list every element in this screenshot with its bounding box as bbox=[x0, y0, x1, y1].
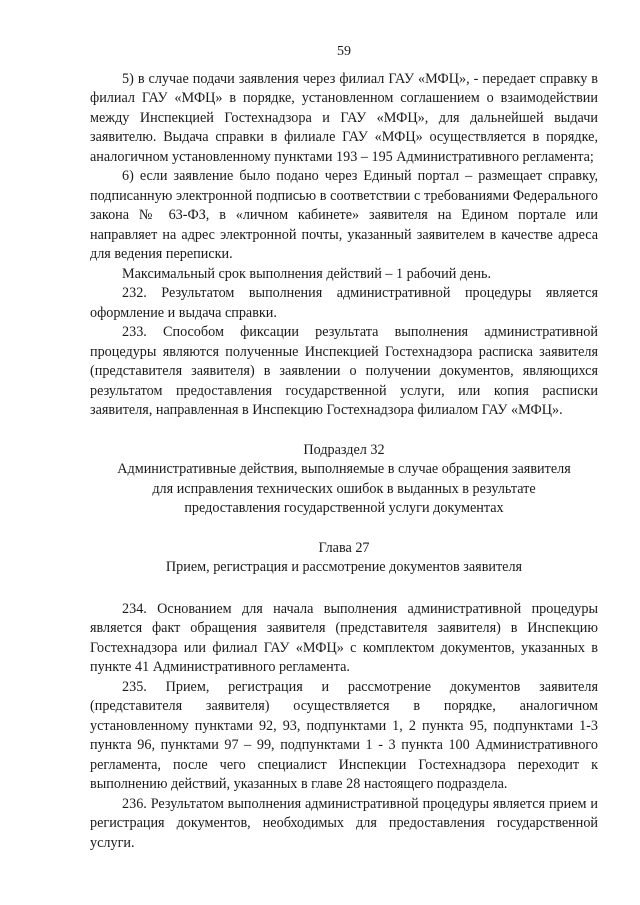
section-body-top bbox=[90, 70, 598, 421]
subsection-title-line-1: Административные действия, выполняемые в случае обращения заявителя bbox=[117, 461, 571, 477]
chapter-heading bbox=[90, 539, 598, 578]
paragraph-max-duration: Максимальный срок выполнения действий – 1 рабочий день. bbox=[122, 265, 491, 282]
subsection-title-line-3: предоставления государственной услуги документах bbox=[184, 500, 504, 516]
chapter-label: Глава 27 bbox=[318, 539, 370, 556]
paragraph-232: 232. Результатом выполнения административной процедуры является оформление и выдача справки. bbox=[90, 285, 598, 321]
subsection-heading bbox=[90, 441, 598, 519]
document-page bbox=[90, 42, 598, 853]
subsection-label: Подраздел 32 bbox=[303, 441, 385, 458]
page-number: 59 bbox=[337, 44, 351, 59]
paragraph-235: 235. Прием, регистрация и рассмотрение документов заявителя (представителя заявителя) осуществляется в порядке, аналогичном установленному пунктами 92, 93, подпунктами 1, 2 пункта 95, подпунктами 1-3 пункта 96, пунктами 97 – 99, подпунктами 1 - 3 пункта 100 Административного регламента, после чего специалист Инспекции Гостехнадзора переходит к выполнению действий, указанных в главе 28 настоящего подраздела. bbox=[90, 678, 598, 792]
section-body-bottom bbox=[90, 600, 598, 854]
paragraph-item-6: 6) если заявление было подано через Единый портал – размещает справку, подписанную электронной подписью в соответствии с требованиями Федерального закона № 63-ФЗ, в «личном кабинете» заявителя на Едином портале или направляет на адрес электронной почты, указанный заявителем в качестве адреса для ведения переписки. bbox=[90, 168, 598, 262]
chapter-title: Прием, регистрация и рассмотрение документов заявителя bbox=[165, 559, 523, 575]
paragraph-234: 234. Основанием для начала выполнения административной процедуры является факт обращения заявителя (представителя заявителя) в Инспекцию Гостехнадзора или филиал ГАУ «МФЦ» с комплектом документов, указанных в пункте 41 Административного регламента. bbox=[90, 600, 598, 675]
subsection-title-line-2: для исправления технических ошибок в выданных в результате bbox=[152, 480, 536, 497]
paragraph-236: 236. Результатом выполнения административной процедуры является прием и регистрация документов, необходимых для предоставления государственной услуги. bbox=[90, 795, 598, 851]
paragraph-item-5: 5) в случае подачи заявления через филиал ГАУ «МФЦ», - передает справку в филиал ГАУ «МФЦ» в порядке, установленном соглашением о взаимодействии между Инспекцией Гостехнадзора и ГАУ «МФЦ», для дальнейшей выдачи заявителю. Выдача справки в филиале ГАУ «МФЦ» осуществляется в порядке, аналогичном установленному пунктами 193 – 195 Административного регламента; bbox=[90, 70, 598, 165]
paragraph-233: 233. Способом фиксации результата выполнения административной процедуры являются полученные Инспекцией Гостехнадзора расписка заявителя (представителя заявителя) в заявлении о получении документов, являющихся результатом предоставления государственной услуги, или копия расписки заявителя, направленная в Инспекцию Гостехнадзора филиалом ГАУ «МФЦ». bbox=[90, 324, 598, 418]
